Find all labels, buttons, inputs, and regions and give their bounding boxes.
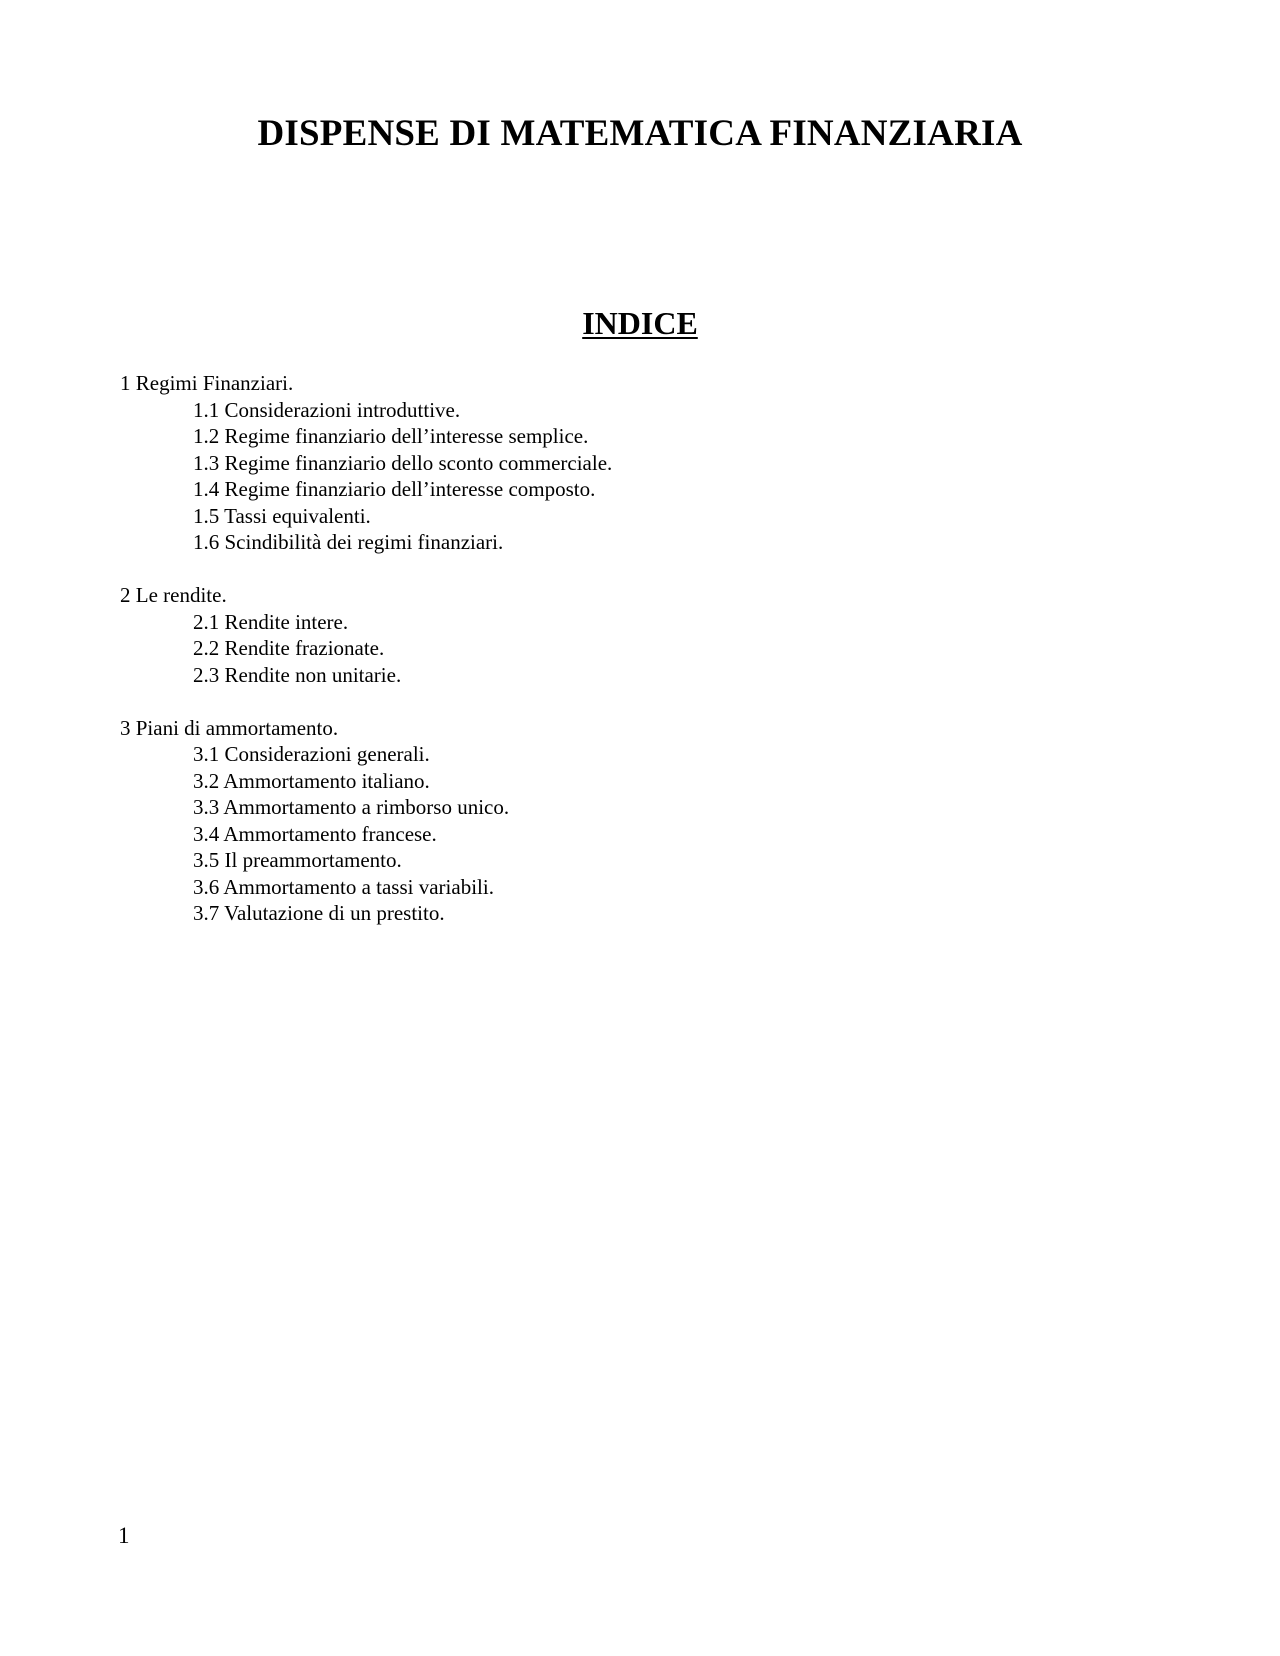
section-item: 3.2 Ammortamento italiano.	[193, 768, 430, 793]
section-item: 1.2 Regime finanziario dell’interesse semplice.	[193, 424, 589, 448]
section-item: 2.2 Rendite frazionate.	[193, 636, 385, 660]
section-item: 3.7 Valutazione di un prestito.	[193, 901, 445, 925]
section-item: 3.5 Il preammortamento.	[193, 848, 402, 872]
section-item: 2.1 Rendite intere.	[193, 609, 349, 634]
section-list	[120, 609, 1120, 689]
table-of-contents	[120, 370, 1120, 953]
toc-chapter-1	[120, 370, 1120, 556]
section-item: 1.4 Regime finanziario dell’interesse composto.	[193, 477, 596, 501]
section-list	[120, 397, 1120, 556]
section-list	[120, 741, 1120, 927]
toc-chapter-2	[120, 582, 1120, 688]
section-item: 3.4 Ammortamento francese.	[193, 821, 437, 846]
toc-chapter-3	[120, 715, 1120, 927]
toc-heading-text: INDICE	[582, 305, 698, 341]
section-item: 1.6 Scindibilità dei regimi finanziari.	[193, 530, 504, 554]
section-item: 2.3 Rendite non unitarie.	[193, 662, 402, 687]
chapter-title: 1 Regimi Finanziari.	[120, 371, 294, 395]
section-item: 3.3 Ammortamento a rimborso unico.	[193, 795, 510, 819]
chapter-title: 3 Piani di ammortamento.	[120, 715, 339, 740]
toc-heading	[0, 303, 1280, 343]
section-item: 1.3 Regime finanziario dello sconto commerciale.	[193, 450, 613, 475]
chapter-title: 2 Le rendite.	[120, 583, 227, 607]
section-item: 3.6 Ammortamento a tassi variabili.	[193, 874, 494, 899]
document-title: DISPENSE DI MATEMATICA FINANZIARIA	[257, 113, 1023, 154]
section-item: 1.5 Tassi equivalenti.	[193, 503, 371, 528]
page-number: 1	[118, 1523, 130, 1548]
section-item: 1.1 Considerazioni introduttive.	[193, 397, 461, 422]
section-item: 3.1 Considerazioni generali.	[193, 742, 430, 766]
